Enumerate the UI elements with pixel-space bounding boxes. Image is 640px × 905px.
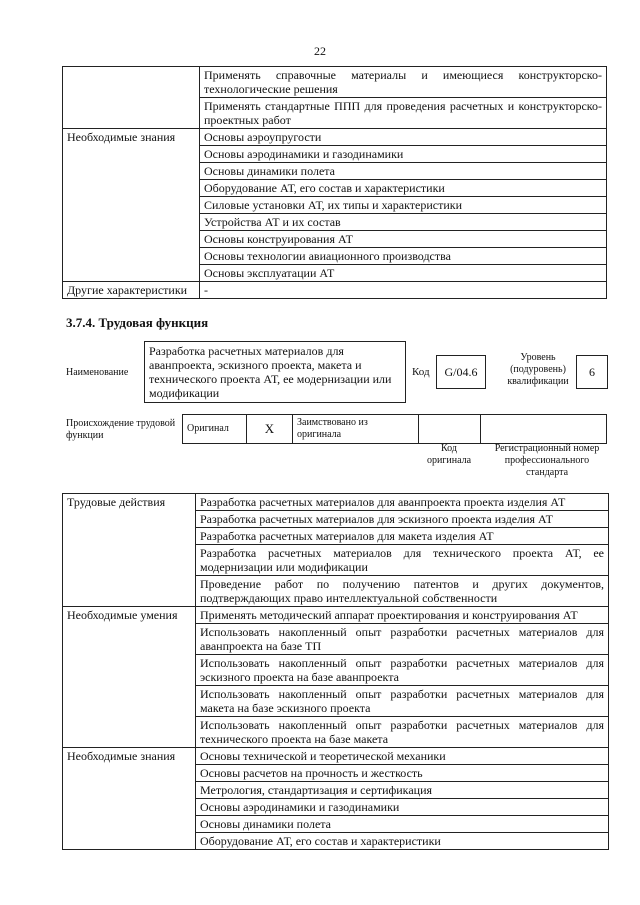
table-row bbox=[63, 607, 609, 624]
row-item: Использовать накопленный опыт разработки расчетных материалов для аванпроекта на базе ТП bbox=[196, 624, 609, 655]
table-row bbox=[63, 129, 607, 146]
origin-table bbox=[182, 414, 607, 444]
reg-number-cell bbox=[481, 415, 607, 444]
row-item: Использовать накопленный опыт разработки расчетных материалов для эскизного проекта на базе аванпроекта bbox=[196, 655, 609, 686]
row-header: Необходимые умения bbox=[63, 607, 196, 748]
row-item: Разработка расчетных материалов для технического проекта АТ, ее модернизации или модификации bbox=[196, 545, 609, 576]
row-item: Основы аэродинамики и газодинамики bbox=[200, 146, 607, 163]
row-header: Другие характеристики bbox=[63, 282, 200, 299]
row-item: Основы расчетов на прочность и жесткость bbox=[196, 765, 609, 782]
row-item: Разработка расчетных материалов для эскизного проекта изделия АТ bbox=[196, 511, 609, 528]
code-field: G/04.6 bbox=[436, 355, 486, 389]
name-label: Наименование bbox=[66, 367, 129, 378]
table-row bbox=[63, 748, 609, 765]
row-item: Основы технической и теоретической механики bbox=[196, 748, 609, 765]
row-item: Метрология, стандартизация и сертификация bbox=[196, 782, 609, 799]
row-item: Оборудование АТ, его состав и характеристики bbox=[196, 833, 609, 850]
labor-function-table bbox=[62, 493, 609, 850]
borrowed-label: Заимствовано из оригинала bbox=[293, 415, 419, 444]
row-item: Основы конструирования АТ bbox=[200, 231, 607, 248]
code-original-label: Код оригинала bbox=[426, 443, 472, 466]
page-number: 22 bbox=[314, 44, 326, 58]
row-item: Основы аэроупругости bbox=[200, 129, 607, 146]
table-row bbox=[63, 282, 607, 299]
row-item: - bbox=[200, 282, 607, 299]
row-header: Трудовые действия bbox=[63, 494, 196, 607]
row-item: Применять стандартные ППП для проведения расчетных и конструкторско-проектных работ bbox=[200, 98, 607, 129]
code-original-cell bbox=[419, 415, 481, 444]
level-label: Уровень (подуровень) квалификации bbox=[507, 352, 569, 387]
original-label: Оригинал bbox=[183, 415, 247, 444]
table-row bbox=[63, 494, 609, 511]
row-item: Устройства АТ и их состав bbox=[200, 214, 607, 231]
skills-knowledge-table-continued bbox=[62, 66, 607, 299]
level-field: 6 bbox=[576, 355, 608, 389]
table-row bbox=[63, 67, 607, 98]
row-item: Основы эксплуатации АТ bbox=[200, 265, 607, 282]
row-header: Необходимые знания bbox=[63, 748, 196, 850]
row-header: Необходимые знания bbox=[63, 129, 200, 282]
row-item: Оборудование АТ, его состав и характеристики bbox=[200, 180, 607, 197]
code-label: Код bbox=[412, 366, 430, 378]
row-item: Разработка расчетных материалов для аванпроекта проекта изделия АТ bbox=[196, 494, 609, 511]
row-item: Применять справочные материалы и имеющиеся конструкторско-технологические решения bbox=[200, 67, 607, 98]
row-item: Проведение работ по получению патентов и других документов, подтверждающих право интеллектуальной собственности bbox=[196, 576, 609, 607]
row-item: Основы динамики полета bbox=[200, 163, 607, 180]
original-mark: X bbox=[247, 415, 293, 444]
row-item: Использовать накопленный опыт разработки расчетных материалов для макета на базе эскизного проекта bbox=[196, 686, 609, 717]
row-item: Применять методический аппарат проектирования и конструирования АТ bbox=[196, 607, 609, 624]
row-item: Основы динамики полета bbox=[196, 816, 609, 833]
reg-number-label: Регистрационный номер профессионального стандарта bbox=[494, 443, 600, 478]
row-item: Разработка расчетных материалов для макета изделия АТ bbox=[196, 528, 609, 545]
function-name-field: Разработка расчетных материалов для аванпроекта, эскизного проекта, макета и технического проекта АТ, ее модернизации или модификации bbox=[144, 341, 406, 403]
row-item: Основы аэродинамики и газодинамики bbox=[196, 799, 609, 816]
row-header bbox=[63, 67, 200, 129]
row-item: Использовать накопленный опыт разработки расчетных материалов для технического проекта на базе макета bbox=[196, 717, 609, 748]
origin-label: Происхождение трудовой функции bbox=[66, 418, 176, 441]
row-item: Основы технологии авиационного производства bbox=[200, 248, 607, 265]
row-item: Силовые установки АТ, их типы и характеристики bbox=[200, 197, 607, 214]
section-title: 3.7.4. Трудовая функция bbox=[66, 315, 209, 330]
